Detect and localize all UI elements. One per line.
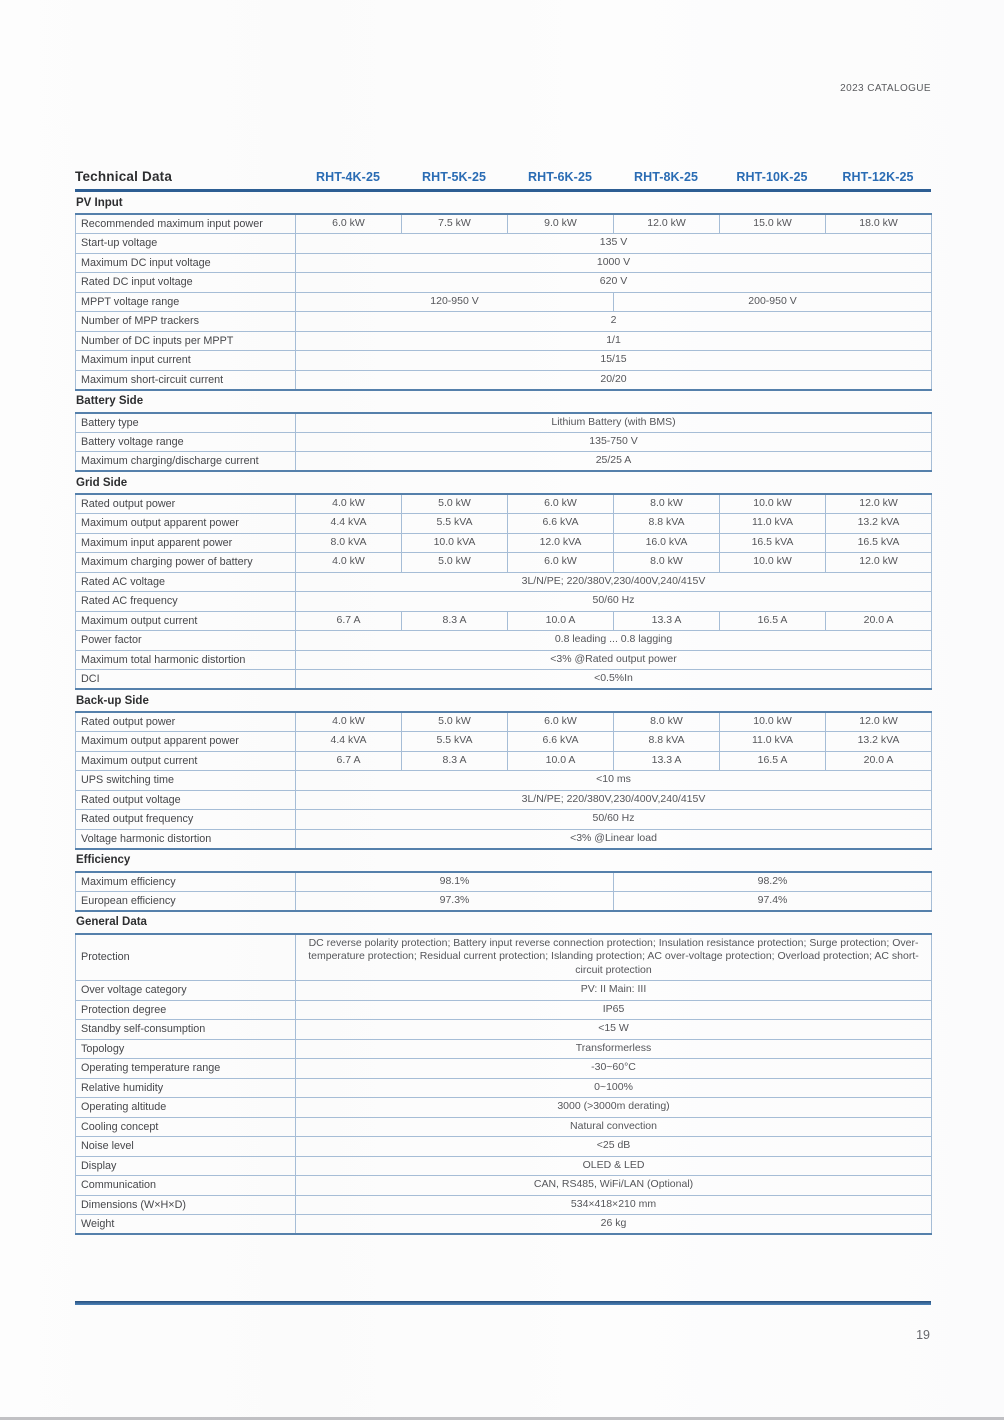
spec-value: DC reverse polarity protection; Battery input reverse connection protection; Insulation resistance protection; Surge protection; Over-temperature protection; Residual current protection; Islanding protection; AC over-voltage protection; Overload protection; AC short-circuit protection: [296, 934, 932, 981]
row-label: Cooling concept: [76, 1117, 296, 1137]
row-label: DCI: [76, 670, 296, 690]
row-label: Dimensions (W×H×D): [76, 1195, 296, 1215]
spec-value: 6.7 A: [296, 751, 402, 771]
row-label: Weight: [76, 1215, 296, 1235]
spec-value: 8.0 kVA: [296, 533, 402, 553]
table-row: [76, 1059, 932, 1079]
spec-value: 3L/N/PE; 220/380V,230/400V,240/415V: [296, 572, 932, 592]
spec-value: 3000 (>3000m derating): [296, 1098, 932, 1118]
spec-value: Lithium Battery (with BMS): [296, 413, 932, 433]
spec-value: 1000 V: [296, 253, 932, 273]
spec-value: OLED & LED: [296, 1156, 932, 1176]
technical-data-content: [75, 168, 931, 1235]
spec-value: 0~100%: [296, 1078, 932, 1098]
table-row: [76, 312, 932, 332]
spec-value: 16.5 A: [720, 751, 826, 771]
spec-value: 98.2%: [614, 872, 932, 892]
section-title: Battery Side: [76, 395, 144, 407]
row-label: Relative humidity: [76, 1078, 296, 1098]
spec-value: <0.5%In: [296, 670, 932, 690]
footer-rule: [75, 1301, 931, 1305]
table-row: [76, 670, 932, 690]
spec-value: 16.5 kVA: [720, 533, 826, 553]
table-row: [76, 732, 932, 752]
page-number: 19: [916, 1328, 930, 1342]
table-row: [76, 494, 932, 514]
spec-value: 4.4 kVA: [296, 514, 402, 534]
spec-value: 10.0 A: [508, 611, 614, 631]
table-row: [76, 934, 932, 981]
spec-value: 6.7 A: [296, 611, 402, 631]
table-row: [76, 592, 932, 612]
spec-value: 10.0 A: [508, 751, 614, 771]
row-label: Rated AC frequency: [76, 592, 296, 612]
spec-value: 9.0 kW: [508, 214, 614, 234]
row-label: Recommended maximum input power: [76, 214, 296, 234]
table-row: [76, 572, 932, 592]
row-label: MPPT voltage range: [76, 292, 296, 312]
spec-value: 8.3 A: [402, 611, 508, 631]
table-row: [76, 891, 932, 911]
row-label: Over voltage category: [76, 981, 296, 1001]
table-row: [76, 1000, 932, 1020]
row-label: Standby self-consumption: [76, 1020, 296, 1040]
spec-value: 11.0 kVA: [720, 514, 826, 534]
spec-value: IP65: [296, 1000, 932, 1020]
spec-value: 15/15: [296, 351, 932, 371]
spec-table: [75, 213, 932, 391]
spec-value: 8.0 kW: [614, 712, 720, 732]
row-label: Power factor: [76, 631, 296, 651]
spec-value: 3L/N/PE; 220/380V,230/400V,240/415V: [296, 790, 932, 810]
spec-value: 5.0 kW: [402, 712, 508, 732]
spec-value: 534×418×210 mm: [296, 1195, 932, 1215]
spec-value: 8.3 A: [402, 751, 508, 771]
spec-value: 13.3 A: [614, 611, 720, 631]
row-label: Rated output power: [76, 712, 296, 732]
model-column-header-5: RHT-10K-25: [736, 170, 808, 184]
spec-value: 120-950 V: [296, 292, 614, 312]
catalogue-label: 2023 CATALOGUE: [840, 83, 931, 94]
spec-value: 12.0 kVA: [508, 533, 614, 553]
spec-value: 6.0 kW: [508, 712, 614, 732]
table-row: [76, 631, 932, 651]
spec-value: 26 kg: [296, 1215, 932, 1235]
table-row: [76, 1195, 932, 1215]
model-column-header-1: RHT-4K-25: [315, 170, 381, 184]
spec-value: 6.0 kW: [508, 553, 614, 573]
table-row: [76, 1137, 932, 1157]
spec-value: 0.8 leading ... 0.8 lagging: [296, 631, 932, 651]
table-row: [76, 533, 932, 553]
spec-value: 16.5 A: [720, 611, 826, 631]
model-column-header-2: RHT-5K-25: [421, 170, 487, 184]
table-row: [76, 1117, 932, 1137]
row-label: Maximum charging/discharge current: [76, 452, 296, 472]
row-label: Maximum output apparent power: [76, 732, 296, 752]
spec-value: 135 V: [296, 234, 932, 254]
spec-value: Transformerless: [296, 1039, 932, 1059]
row-label: Maximum output apparent power: [76, 514, 296, 534]
row-label: Maximum output current: [76, 611, 296, 631]
row-label: Battery type: [76, 413, 296, 433]
spec-value: 16.0 kVA: [614, 533, 720, 553]
table-row: [76, 331, 932, 351]
table-row: [76, 234, 932, 254]
spec-value: 4.0 kW: [296, 712, 402, 732]
row-label: Maximum total harmonic distortion: [76, 650, 296, 670]
spec-value: 4.4 kVA: [296, 732, 402, 752]
row-label: Rated AC voltage: [76, 572, 296, 592]
page-title: Technical Data: [75, 169, 173, 184]
spec-value: 8.0 kW: [614, 553, 720, 573]
spec-value: 200-950 V: [614, 292, 932, 312]
table-row: [76, 1156, 932, 1176]
spec-value: 7.5 kW: [402, 214, 508, 234]
row-label: Protection: [76, 934, 296, 981]
spec-value: 50/60 Hz: [296, 810, 932, 830]
table-row: [76, 370, 932, 390]
section-title: General Data: [76, 916, 147, 928]
table-row: [76, 214, 932, 234]
spec-value: 97.3%: [296, 891, 614, 911]
table-row: [76, 253, 932, 273]
table-row: [76, 292, 932, 312]
spec-value: 5.5 kVA: [402, 732, 508, 752]
row-label: Rated output power: [76, 494, 296, 514]
model-column-header-4: RHT-8K-25: [633, 170, 699, 184]
row-label: Maximum charging power of battery: [76, 553, 296, 573]
spec-value: 2: [296, 312, 932, 332]
spec-value: 12.0 kW: [826, 712, 932, 732]
spec-value: CAN, RS485, WiFi/LAN (Optional): [296, 1176, 932, 1196]
spec-table: [75, 871, 932, 912]
row-label: Operating temperature range: [76, 1059, 296, 1079]
spec-value: Natural convection: [296, 1117, 932, 1137]
table-row: [76, 1215, 932, 1235]
table-row: [76, 981, 932, 1001]
spec-value: 16.5 kVA: [826, 533, 932, 553]
table-row: [76, 712, 932, 732]
spec-value: 8.8 kVA: [614, 514, 720, 534]
spec-value: 5.5 kVA: [402, 514, 508, 534]
spec-value: 20.0 A: [826, 611, 932, 631]
spec-value: 6.6 kVA: [508, 514, 614, 534]
spec-value: 97.4%: [614, 891, 932, 911]
spec-value: 13.2 kVA: [826, 732, 932, 752]
spec-value: 8.8 kVA: [614, 732, 720, 752]
table-row: [76, 351, 932, 371]
table-row: [76, 273, 932, 293]
row-label: Maximum DC input voltage: [76, 253, 296, 273]
spec-value: 15.0 kW: [720, 214, 826, 234]
spec-value: 1/1: [296, 331, 932, 351]
spec-table: [75, 412, 932, 473]
spec-value: 20.0 A: [826, 751, 932, 771]
row-label: Operating altitude: [76, 1098, 296, 1118]
spec-value: 6.0 kW: [296, 214, 402, 234]
row-label: Noise level: [76, 1137, 296, 1157]
spec-value: PV: II Main: III: [296, 981, 932, 1001]
section-title: PV Input: [76, 196, 123, 209]
table-row: [76, 1098, 932, 1118]
row-label: Protection degree: [76, 1000, 296, 1020]
table-row: [76, 771, 932, 791]
spec-value: -30~60°C: [296, 1059, 932, 1079]
table-row: [76, 514, 932, 534]
spec-value: <25 dB: [296, 1137, 932, 1157]
table-row: [76, 790, 932, 810]
row-label: Rated output voltage: [76, 790, 296, 810]
section-title: Efficiency: [76, 854, 131, 866]
spec-value: <15 W: [296, 1020, 932, 1040]
row-label: Maximum efficiency: [76, 872, 296, 892]
spec-value: 6.0 kW: [508, 494, 614, 514]
spec-value: 12.0 kW: [614, 214, 720, 234]
row-label: Maximum input apparent power: [76, 533, 296, 553]
row-label: Rated output frequency: [76, 810, 296, 830]
row-label: Maximum short-circuit current: [76, 370, 296, 390]
model-column-header-6: RHT-12K-25: [842, 170, 914, 184]
spec-value: 13.3 A: [614, 751, 720, 771]
spec-value: 10.0 kVA: [402, 533, 508, 553]
spec-value: 98.1%: [296, 872, 614, 892]
row-label: Topology: [76, 1039, 296, 1059]
table-row: [76, 611, 932, 631]
spec-table: [75, 933, 932, 1236]
spec-value: 4.0 kW: [296, 553, 402, 573]
table-row: [76, 1078, 932, 1098]
section-title: Grid Side: [76, 476, 128, 489]
row-label: Voltage harmonic distortion: [76, 829, 296, 849]
table-row: [76, 751, 932, 771]
spec-value: 6.6 kVA: [508, 732, 614, 752]
spec-value: <3% @Rated output power: [296, 650, 932, 670]
spec-value: 50/60 Hz: [296, 592, 932, 612]
row-label: Battery voltage range: [76, 432, 296, 452]
table-row: [76, 872, 932, 892]
row-label: Start-up voltage: [76, 234, 296, 254]
spec-value: 18.0 kW: [826, 214, 932, 234]
row-label: Rated DC input voltage: [76, 273, 296, 293]
row-label: Number of DC inputs per MPPT: [76, 331, 296, 351]
table-row: [76, 810, 932, 830]
table-row: [76, 1176, 932, 1196]
spec-value: 11.0 kVA: [720, 732, 826, 752]
spec-value: 5.0 kW: [402, 494, 508, 514]
model-column-header-3: RHT-6K-25: [527, 170, 593, 184]
table-row: [76, 829, 932, 849]
row-label: Display: [76, 1156, 296, 1176]
section-title: Back-up Side: [76, 694, 149, 707]
spec-value: 25/25 A: [296, 452, 932, 472]
spec-value: 12.0 kW: [826, 494, 932, 514]
row-label: Maximum input current: [76, 351, 296, 371]
spec-value: 20/20: [296, 370, 932, 390]
spec-table: [75, 493, 932, 690]
spec-value: 4.0 kW: [296, 494, 402, 514]
table-row: [76, 650, 932, 670]
row-label: Number of MPP trackers: [76, 312, 296, 332]
spec-table: [75, 711, 932, 850]
row-label: Communication: [76, 1176, 296, 1196]
table-row: [76, 1020, 932, 1040]
spec-value: 135-750 V: [296, 432, 932, 452]
spec-value: 10.0 kW: [720, 553, 826, 573]
row-label: European efficiency: [76, 891, 296, 911]
spec-value: 5.0 kW: [402, 553, 508, 573]
spec-value: 12.0 kW: [826, 553, 932, 573]
table-header-row: [75, 168, 931, 192]
spec-value: 10.0 kW: [720, 712, 826, 732]
spec-value: 8.0 kW: [614, 494, 720, 514]
row-label: Maximum output current: [76, 751, 296, 771]
spec-value: 10.0 kW: [720, 494, 826, 514]
table-row: [76, 452, 932, 472]
spec-value: <10 ms: [296, 771, 932, 791]
table-row: [76, 413, 932, 433]
table-row: [76, 553, 932, 573]
spec-value: <3% @Linear load: [296, 829, 932, 849]
spec-value: 13.2 kVA: [826, 514, 932, 534]
spec-value: 620 V: [296, 273, 932, 293]
row-label: UPS switching time: [76, 771, 296, 791]
sections: [75, 192, 931, 1235]
table-row: [76, 432, 932, 452]
table-row: [76, 1039, 932, 1059]
